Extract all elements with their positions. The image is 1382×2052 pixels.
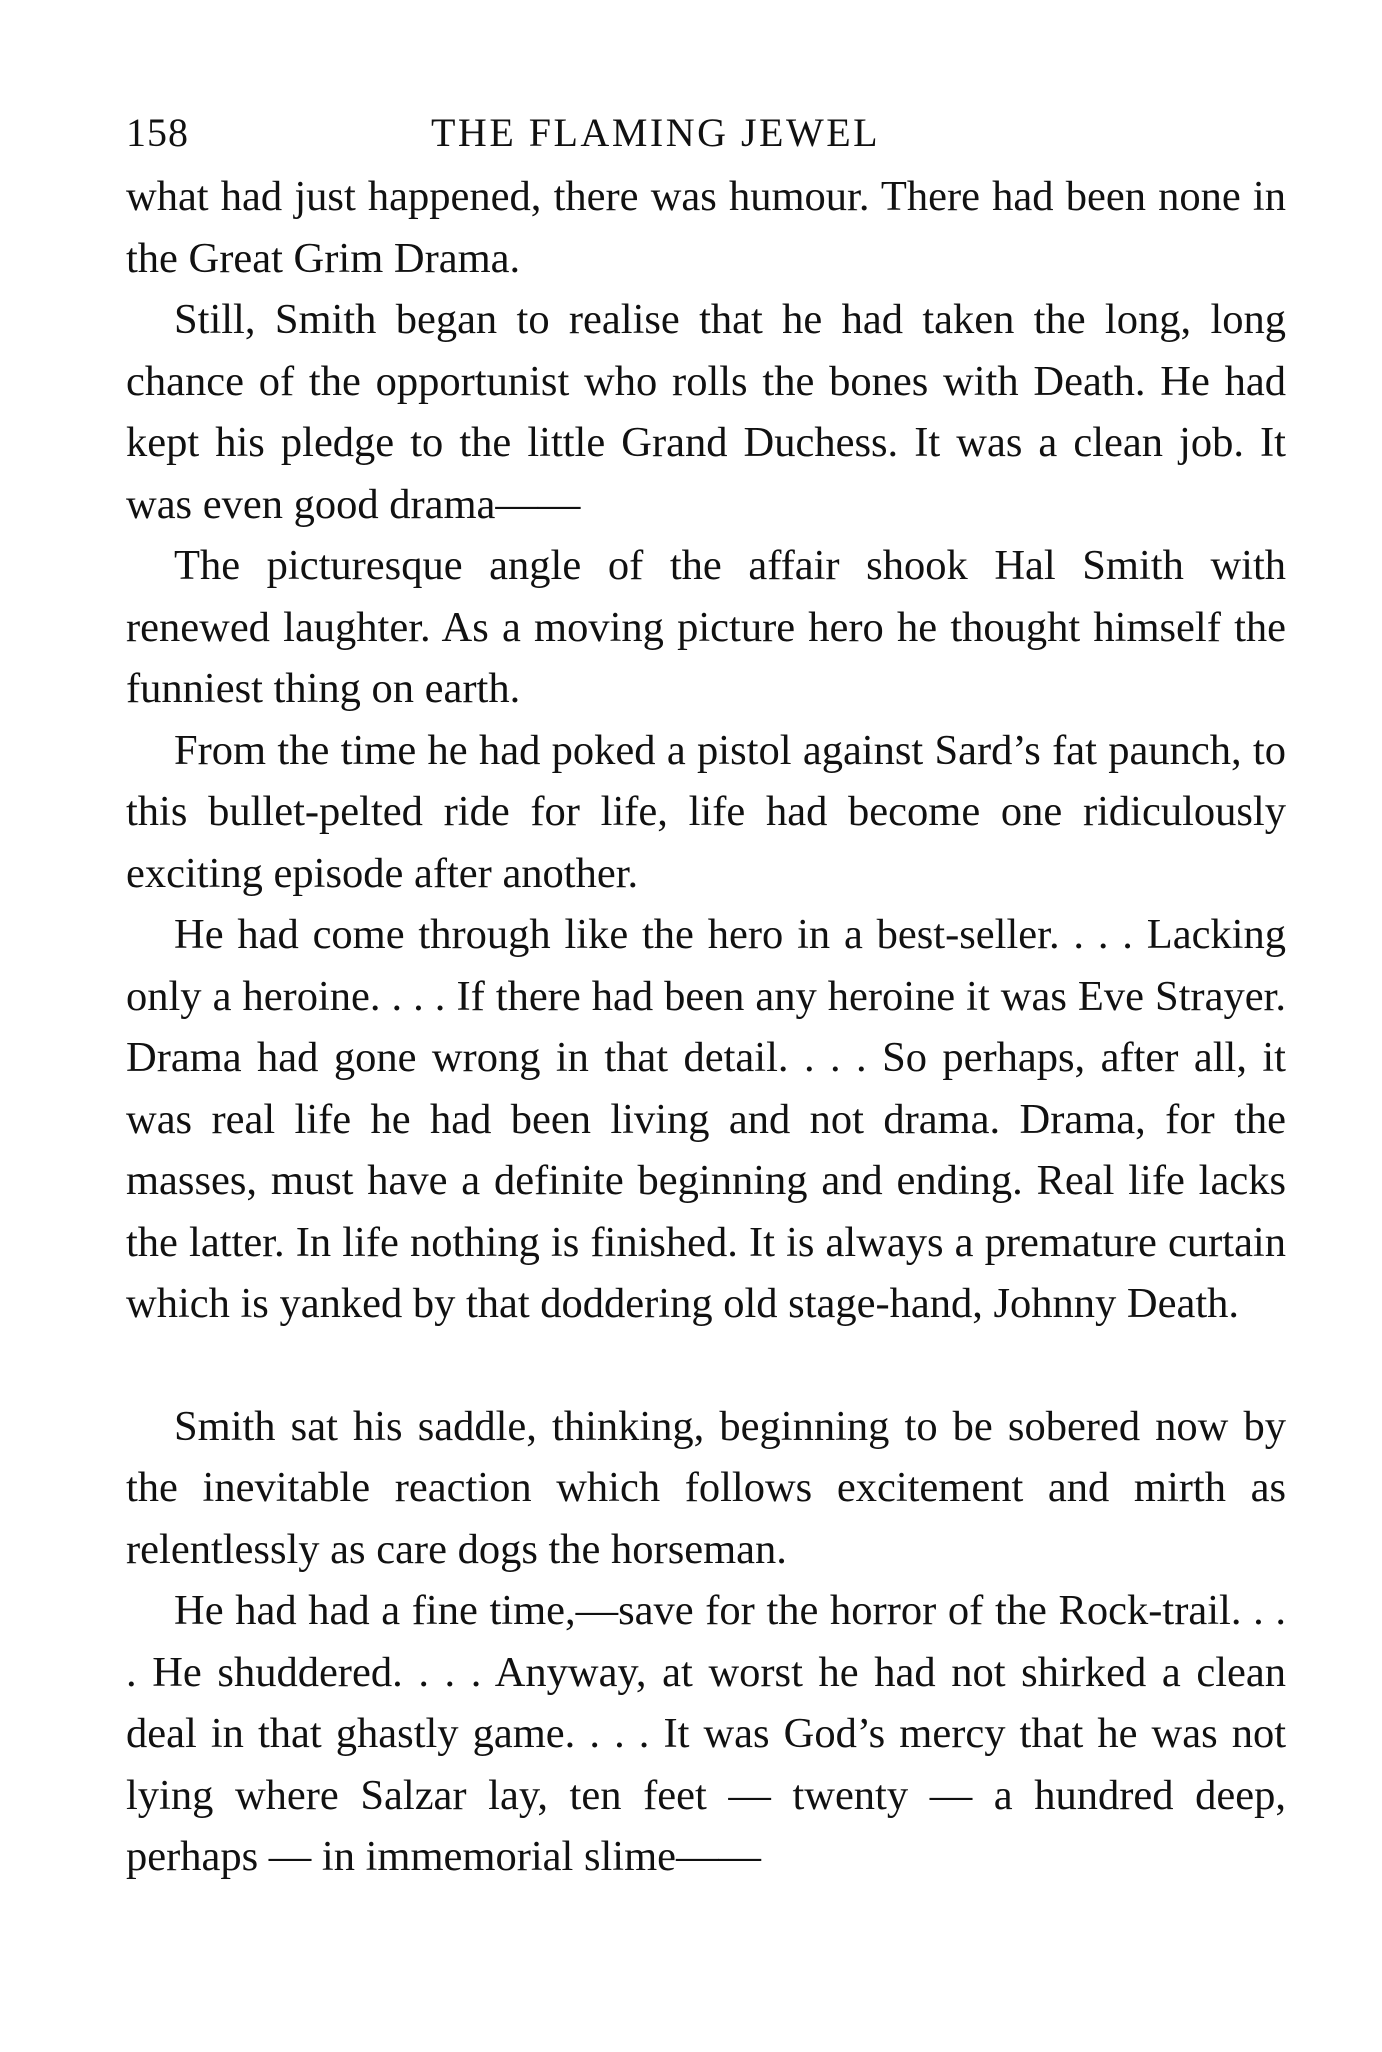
paragraph: He had had a fine time,—save for the horror of the Rock-trail. . . . He shuddered. . . . Anyway, at worst he had not shirked a clean deal in that ghastly game. . . . It was God’s mercy that he was not lying where Salzar lay, ten feet — twenty — a hundred deep, perhaps — in immemorial slime—— — [126, 1587, 1286, 1880]
paragraph: Still, Smith began to realise that he had taken the long, long chance of the opportunist who rolls the bones with Death. He had kept his pledge to the little Grand Duchess. It was a clean job. It was even good drama—— — [126, 296, 1286, 528]
paragraph: He had come through like the hero in a best-seller. . . . Lacking only a heroine. . . . If there had been any heroine it was Eve Strayer. Drama had gone wrong in that detail. . . . So perhaps, after all, it was real life he had been living and not drama. Drama, for the masses, must have a definite beginning and ending. Real life lacks the latter. In life nothing is finished. It is always a premature curtain which is yanked by that doddering old stage-hand, Johnny Death. — [126, 911, 1286, 1327]
paragraph: what had just happened, there was humour. There had been none in the Great Grim Drama. — [126, 173, 1286, 282]
book-page — [126, 104, 1286, 1888]
running-title: THE FLAMING JEWEL — [431, 110, 881, 155]
paragraph: The picturesque angle of the affair shook Hal Smith with renewed laughter. As a moving picture hero he thought himself the funniest thing on earth. — [126, 542, 1286, 712]
page-number: 158 — [126, 110, 189, 155]
page-header — [126, 104, 1286, 162]
paragraph: From the time he had poked a pistol against Sard’s fat paunch, to this bullet-pelted ride for life, life had become one ridiculously exciting episode after another. — [126, 726, 1286, 897]
section-break — [126, 1335, 1286, 1396]
paragraph: Smith sat his saddle, thinking, beginning to be sobered now by the inevitable reaction which follows excitement and mirth as relentlessly as care dogs the horseman. — [126, 1402, 1286, 1573]
